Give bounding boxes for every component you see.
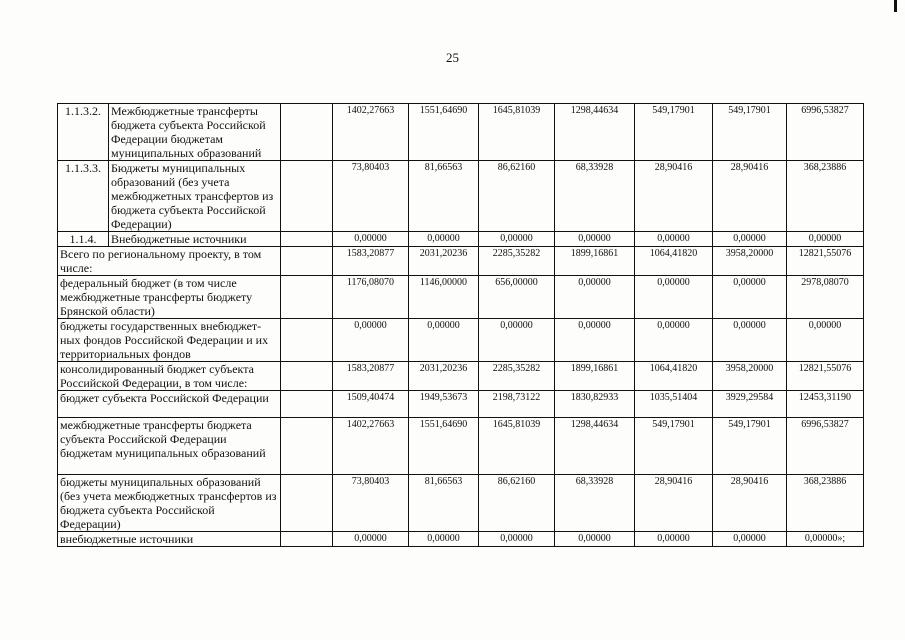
value-cell: 1402,27663 [333, 418, 409, 475]
value-cell: 0,00000 [713, 532, 787, 547]
value-cell: 0,00000 [333, 532, 409, 547]
empty-cell [281, 161, 333, 232]
value-cell: 0,00000 [713, 276, 787, 319]
page-number: 25 [446, 50, 459, 65]
value-cell: 1583,20877 [333, 247, 409, 276]
row-label: Межбюджетные трансферты бюджета субъекта Российской Федерации бюджетам муниципальных образований [109, 104, 281, 161]
empty-cell [281, 362, 333, 391]
row-label: федеральный бюджет (в том числе межбюджетные трансферты бюджету Брянской области) [58, 276, 281, 319]
value-cell: 1645,81039 [479, 104, 555, 161]
value-cell: 28,90416 [635, 161, 713, 232]
value-cell: 0,00000 [333, 232, 409, 247]
value-cell: 2031,20236 [409, 362, 479, 391]
value-cell: 0,00000 [555, 232, 635, 247]
value-cell: 1176,08070 [333, 276, 409, 319]
value-cell: 2285,35282 [479, 362, 555, 391]
value-cell: 0,00000»; [787, 532, 864, 547]
value-cell: 0,00000 [787, 319, 864, 362]
table-row [58, 247, 864, 276]
table-row [58, 104, 864, 161]
empty-cell [281, 391, 333, 418]
empty-cell [281, 276, 333, 319]
table-row [58, 362, 864, 391]
scan-mark [894, 0, 897, 12]
value-cell: 73,80403 [333, 161, 409, 232]
value-cell: 1298,44634 [555, 104, 635, 161]
value-cell: 0,00000 [333, 319, 409, 362]
value-cell: 86,62160 [479, 161, 555, 232]
table-row [58, 232, 864, 247]
row-code: 1.1.4. [58, 232, 109, 247]
row-label: бюджет субъекта Российской Федерации [58, 391, 281, 418]
empty-cell [281, 232, 333, 247]
value-cell: 3929,29584 [713, 391, 787, 418]
value-cell: 1551,64690 [409, 418, 479, 475]
value-cell: 1899,16861 [555, 362, 635, 391]
value-cell: 1830,82933 [555, 391, 635, 418]
value-cell: 0,00000 [409, 532, 479, 547]
value-cell: 1064,41820 [635, 362, 713, 391]
row-label: Бюджеты муниципальных образований (без учета межбюджетных трансфертов из бюджета субъекта Российской Федерации) [109, 161, 281, 232]
row-label: Всего по региональному проекту, в том числе: [58, 247, 281, 276]
value-cell: 0,00000 [635, 532, 713, 547]
table-row [58, 391, 864, 418]
value-cell: 12821,55076 [787, 247, 864, 276]
value-cell: 1583,20877 [333, 362, 409, 391]
row-code: 1.1.3.2. [58, 104, 109, 161]
value-cell: 1146,00000 [409, 276, 479, 319]
table-row [58, 418, 864, 475]
value-cell: 73,80403 [333, 475, 409, 532]
value-cell: 1551,64690 [409, 104, 479, 161]
value-cell: 1298,44634 [555, 418, 635, 475]
empty-cell [281, 247, 333, 276]
value-cell: 549,17901 [713, 418, 787, 475]
row-code: 1.1.3.3. [58, 161, 109, 232]
value-cell: 1949,53673 [409, 391, 479, 418]
value-cell: 86,62160 [479, 475, 555, 532]
row-label: консолидированный бюджет субъекта Российской Федерации, в том числе: [58, 362, 281, 391]
value-cell: 1064,41820 [635, 247, 713, 276]
value-cell: 656,00000 [479, 276, 555, 319]
table-row [58, 319, 864, 362]
value-cell: 368,23886 [787, 161, 864, 232]
value-cell: 2285,35282 [479, 247, 555, 276]
value-cell: 3958,20000 [713, 247, 787, 276]
row-label: бюджеты государственных внебюджет-ных фондов Российской Федерации и их территориальных фондов [58, 319, 281, 362]
value-cell: 1645,81039 [479, 418, 555, 475]
value-cell: 1035,51404 [635, 391, 713, 418]
value-cell: 0,00000 [555, 532, 635, 547]
value-cell: 0,00000 [409, 232, 479, 247]
value-cell: 1402,27663 [333, 104, 409, 161]
empty-cell [281, 532, 333, 547]
value-cell: 12453,31190 [787, 391, 864, 418]
value-cell: 1899,16861 [555, 247, 635, 276]
row-label: внебюджетные источники [58, 532, 281, 547]
empty-cell [281, 475, 333, 532]
value-cell: 549,17901 [635, 104, 713, 161]
table-row [58, 532, 864, 547]
value-cell: 12821,55076 [787, 362, 864, 391]
value-cell: 368,23886 [787, 475, 864, 532]
value-cell: 68,33928 [555, 475, 635, 532]
value-cell: 549,17901 [713, 104, 787, 161]
row-label: межбюджетные трансферты бюджета субъекта Российской Федерации бюджетам муниципальных образований [58, 418, 281, 475]
value-cell: 0,00000 [479, 232, 555, 247]
value-cell: 0,00000 [635, 276, 713, 319]
value-cell: 0,00000 [787, 232, 864, 247]
value-cell: 0,00000 [555, 319, 635, 362]
value-cell: 0,00000 [479, 319, 555, 362]
value-cell: 1509,40474 [333, 391, 409, 418]
table-row [58, 276, 864, 319]
value-cell: 3958,20000 [713, 362, 787, 391]
value-cell: 0,00000 [713, 232, 787, 247]
value-cell: 0,00000 [479, 532, 555, 547]
value-cell: 68,33928 [555, 161, 635, 232]
empty-cell [281, 418, 333, 475]
value-cell: 549,17901 [635, 418, 713, 475]
value-cell: 28,90416 [713, 475, 787, 532]
table-row [58, 161, 864, 232]
value-cell: 0,00000 [713, 319, 787, 362]
value-cell: 28,90416 [635, 475, 713, 532]
value-cell: 2031,20236 [409, 247, 479, 276]
value-cell: 0,00000 [635, 232, 713, 247]
value-cell: 81,66563 [409, 475, 479, 532]
value-cell: 2198,73122 [479, 391, 555, 418]
value-cell: 81,66563 [409, 161, 479, 232]
budget-table [57, 103, 864, 547]
value-cell: 6996,53827 [787, 418, 864, 475]
value-cell: 0,00000 [635, 319, 713, 362]
value-cell: 0,00000 [409, 319, 479, 362]
value-cell: 28,90416 [713, 161, 787, 232]
value-cell: 2978,08070 [787, 276, 864, 319]
value-cell: 6996,53827 [787, 104, 864, 161]
row-label: бюджеты муниципальных образований (без учета межбюджетных трансфертов из бюджета субъекта Российской Федерации) [58, 475, 281, 532]
empty-cell [281, 319, 333, 362]
value-cell: 0,00000 [555, 276, 635, 319]
row-label: Внебюджетные источники [109, 232, 281, 247]
table-row [58, 475, 864, 532]
empty-cell [281, 104, 333, 161]
